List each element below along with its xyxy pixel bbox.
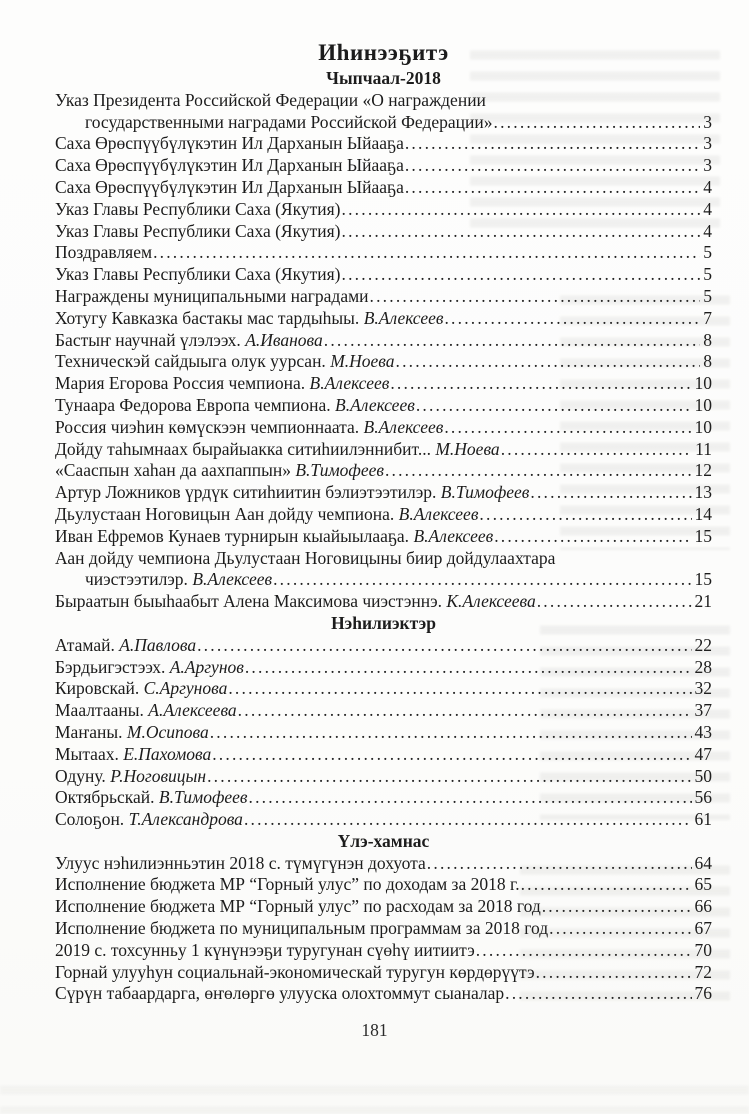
dot-leader <box>238 700 692 722</box>
toc-entry-title: Горнай улууһун социальнай-экономическай туругун көрдөрүүтэ <box>55 961 535 982</box>
toc-entry-title: Указ Главы Республики Саха (Якутия) <box>55 220 341 241</box>
toc-entry-page: 50 <box>694 765 712 786</box>
toc-entry <box>55 678 712 700</box>
toc-entry-title: Мария Егорова Россия чемпиона. В.Алексеев <box>55 373 390 394</box>
toc-entry <box>55 744 712 766</box>
toc-entry-page: 28 <box>694 656 712 677</box>
toc-entry-title: чиэстээтилэр. В.Алексеев <box>85 569 273 590</box>
dot-leader <box>479 504 691 526</box>
toc-entry-page: 43 <box>694 721 712 742</box>
toc-entry-page: 21 <box>694 591 712 612</box>
dot-leader <box>501 439 692 461</box>
toc-entry-author: К.Алексеева <box>442 591 536 612</box>
toc-entry-title: Поздравляем <box>55 242 153 263</box>
bleed-through-artifact <box>0 1080 749 1114</box>
toc-entry-page: 4 <box>703 220 712 241</box>
toc-entry-page: 5 <box>703 264 712 285</box>
dot-leader <box>390 373 691 395</box>
table-of-contents <box>55 68 712 1005</box>
toc-entry-title: 2019 с. тохсунньу 1 күнүнээҕи туругунан сүөһү иитиитэ <box>55 939 475 960</box>
toc-entry-title: Дьулустаан Ноговицын Аан дойду чемпиона. В.Алексеев <box>55 503 479 524</box>
toc-entry-page: 14 <box>694 503 712 524</box>
toc-entry-title: Техническэй сайдыыга олук уурсан. М.Ноева <box>55 351 395 372</box>
toc-entry-author: М.Ноева <box>325 351 395 372</box>
toc-entry-title: Дойду таһымнаах бырайыакка ситиһиилэннибит... М.Ноева <box>55 438 500 459</box>
dot-leader <box>494 526 691 548</box>
dot-leader <box>542 896 692 918</box>
toc-entry-title: Бастыҥ научнай үлэлээх. А.Иванова <box>55 329 323 350</box>
dot-leader <box>405 133 700 155</box>
toc-entry-author: А.Аргунов <box>165 656 244 677</box>
toc-entry-title: Награждены муниципальными наградами <box>55 285 369 306</box>
toc-entry-page: 7 <box>703 307 712 328</box>
toc-entry-title: Кировскай. С.Аргунова <box>55 678 228 699</box>
toc-entry-author: С.Аргунова <box>139 678 228 699</box>
toc-entry <box>55 482 712 504</box>
toc-entry-author: В.Алексеев <box>305 373 390 394</box>
toc-entry-title: государственными наградами Российской Федерации» <box>85 111 493 132</box>
toc-entry-title: Маалтааны. А.Алексеева <box>55 700 237 721</box>
toc-entry-author: В.Алексеев <box>409 525 494 546</box>
toc-entry-title: Хотугу Кавказка бастакы мас тардыһыы. В.Алексеев <box>55 307 444 328</box>
section-heading: Чыпчаал-2018 <box>326 68 441 88</box>
toc-entry-author: В.Тимофеев <box>290 460 384 481</box>
toc-entry-first-line: Указ Президента Российской Федерации «О награждении <box>55 89 486 110</box>
dot-leader <box>405 177 700 199</box>
toc-entry-page: 8 <box>703 351 712 372</box>
toc-entry-title: Исполнение бюджета по муниципальным программам за 2018 год <box>55 918 549 939</box>
dot-leader <box>427 853 692 875</box>
toc-entry <box>55 853 712 875</box>
toc-entry-title: «Сааспын хаһан да аахпаппын» В.Тимофеев <box>55 460 384 481</box>
toc-entry-author: А.Алексеева <box>143 700 237 721</box>
toc-entry-title: Маҥаны. М.Осипова <box>55 721 209 742</box>
page-number: 181 <box>361 1020 388 1040</box>
toc-entry-page: 56 <box>694 787 712 808</box>
toc-entry-title: Указ Главы Республики Саха (Якутия) <box>55 264 341 285</box>
dot-leader <box>396 351 701 373</box>
toc-entry-first-line: Аан дойду чемпиона Дьулустаан Ноговицыны биир дойдулаахтара <box>55 547 556 568</box>
toc-entry-page: 47 <box>694 743 712 764</box>
toc-entry-page: 4 <box>703 198 712 219</box>
section-heading: Үлэ-хамнас <box>337 830 430 851</box>
toc-entry-author: В.Алексеев <box>394 503 479 524</box>
toc-entry <box>55 177 712 199</box>
toc-entry <box>55 221 712 243</box>
toc-entry-page: 70 <box>694 939 712 960</box>
toc-entry-page: 32 <box>694 678 712 699</box>
dot-leader <box>385 460 692 482</box>
dot-leader <box>273 569 691 591</box>
toc-entry-page: 37 <box>694 700 712 721</box>
dot-leader <box>210 722 692 744</box>
toc-entry-title: Быраатын быыһаабыт Алена Максимова чиэстэннэ. К.Алексеева <box>55 591 536 612</box>
dot-leader <box>207 766 691 788</box>
page-title: Иһинээҕитэ <box>318 40 449 65</box>
toc-entry-title: Саха Өрөспүүбүлүкэтин Ил Дарханын Ыйааҕа <box>55 155 404 176</box>
toc-entry <box>55 155 712 177</box>
toc-entry <box>55 962 712 984</box>
toc-entry-page: 66 <box>694 896 712 917</box>
toc-entry <box>55 112 712 134</box>
toc-entry-page: 64 <box>694 852 712 873</box>
dot-leader <box>153 242 700 264</box>
dot-leader <box>342 221 701 243</box>
toc-entry-author: Е.Пахомова <box>118 743 212 764</box>
toc-entry-page: 12 <box>694 460 712 481</box>
toc-entry-author: Р.Ноговицын <box>105 765 207 786</box>
toc-entry <box>55 395 712 417</box>
toc-entry <box>55 373 712 395</box>
dot-leader <box>521 874 692 896</box>
toc-entry-title: Улуус нэһилиэнньэтин 2018 с. түмүгүнэн дохуота <box>55 852 426 873</box>
toc-entry <box>55 787 712 809</box>
toc-entry-page: 72 <box>694 961 712 982</box>
toc-entry <box>55 940 712 962</box>
toc-entry-page: 65 <box>694 874 712 895</box>
toc-entry <box>55 983 712 1005</box>
toc-entry-author: В.Тимофеев <box>436 482 530 503</box>
dot-leader <box>537 591 692 613</box>
toc-entry-page: 3 <box>703 111 712 132</box>
dot-leader <box>370 286 701 308</box>
dot-leader <box>530 482 691 504</box>
toc-entry-title: Саха Өрөспүүбүлүкэтин Ил Дарханын Ыйааҕа <box>55 133 404 154</box>
toc-entry <box>55 657 712 679</box>
toc-entry <box>55 460 712 482</box>
toc-entry-page: 10 <box>694 373 712 394</box>
toc-entry <box>55 700 712 722</box>
toc-entry-author: В.Алексеев <box>187 569 273 590</box>
dot-leader <box>494 112 701 134</box>
toc-entry <box>55 809 712 831</box>
toc-entry-title: Исполнение бюджета МР “Горный улус” по доходам за 2018 г. <box>55 874 520 895</box>
toc-entry-author: М.Ноева <box>430 438 500 459</box>
dot-leader <box>244 809 692 831</box>
section-heading: Нэһилиэктэр <box>331 612 436 633</box>
toc-entry-author: А.Павлова <box>114 634 197 655</box>
toc-entry-page: 15 <box>694 525 712 546</box>
dot-leader <box>476 940 692 962</box>
dot-leader <box>324 330 700 352</box>
toc-entry <box>55 569 712 591</box>
toc-entry <box>55 264 712 286</box>
toc-entry-author: В.Алексеев <box>359 307 444 328</box>
dot-leader <box>444 308 700 330</box>
toc-entry <box>55 439 712 461</box>
toc-entry <box>55 133 712 155</box>
dot-leader <box>228 678 691 700</box>
toc-entry <box>55 918 712 940</box>
toc-entry-author: Т.Александрова <box>124 809 243 830</box>
dot-leader <box>212 744 691 766</box>
toc-entry <box>55 286 712 308</box>
dot-leader <box>342 199 701 221</box>
toc-entry-page: 8 <box>703 329 712 350</box>
dot-leader <box>197 635 691 657</box>
toc-entry <box>55 308 712 330</box>
dot-leader <box>249 787 692 809</box>
dot-leader <box>245 657 692 679</box>
toc-entry-title: Солоҕон. Т.Александрова <box>55 809 243 830</box>
toc-entry-author: В.Алексеев <box>330 394 415 415</box>
toc-entry-title: Бэрдьигэстээх. А.Аргунов <box>55 656 244 677</box>
toc-entry <box>55 591 712 613</box>
toc-entry <box>55 199 712 221</box>
toc-entry-title: Октябрьскай. В.Тимофеев <box>55 787 248 808</box>
toc-entry-page: 4 <box>703 176 712 197</box>
toc-entry <box>55 635 712 657</box>
toc-entry <box>55 874 712 896</box>
toc-entry <box>55 504 712 526</box>
toc-entry <box>55 896 712 918</box>
dot-leader <box>549 918 691 940</box>
toc-entry <box>55 351 712 373</box>
dot-leader <box>505 983 691 1005</box>
toc-entry-author: В.Алексеев <box>359 416 444 437</box>
dot-leader <box>342 264 701 286</box>
toc-entry-title: Мытаах. Е.Пахомова <box>55 743 212 764</box>
toc-entry-title: Саха Өрөспүүбүлүкэтин Ил Дарханын Ыйааҕа <box>55 176 404 197</box>
toc-entry-page: 5 <box>703 285 712 306</box>
toc-entry-title: Одуну. Р.Ноговицын <box>55 765 207 786</box>
toc-entry <box>55 722 712 744</box>
toc-entry-title: Указ Главы Республики Саха (Якутия) <box>55 198 341 219</box>
toc-entry <box>55 526 712 548</box>
toc-entry-title: Атамай. А.Павлова <box>55 634 197 655</box>
toc-entry-page: 11 <box>695 438 712 459</box>
dot-leader <box>536 962 692 984</box>
toc-entry-author: М.Осипова <box>122 721 209 742</box>
toc-entry-page: 10 <box>694 416 712 437</box>
toc-entry-author: В.Тимофеев <box>154 787 248 808</box>
toc-entry-title: Артур Ложников үрдүк ситиһиитин бэлиэтээтилэр. В.Тимофеев <box>55 482 530 503</box>
toc-entry-title: Россия чиэһин көмүскээн чемпионнаата. В.Алексеев <box>55 416 444 437</box>
toc-entry <box>55 242 712 264</box>
toc-entry-page: 3 <box>703 155 712 176</box>
toc-entry-page: 15 <box>694 569 712 590</box>
toc-entry <box>55 766 712 788</box>
dot-leader <box>405 155 700 177</box>
toc-entry <box>55 330 712 352</box>
toc-entry-title: Иван Ефремов Кунаев турнирын кыайыылааҕа. В.Алексеев <box>55 525 494 546</box>
toc-entry-page: 5 <box>703 242 712 263</box>
toc-entry-author: А.Иванова <box>240 329 323 350</box>
toc-entry <box>55 417 712 439</box>
toc-entry-title: Сүрүн табаардарга, өҥөлөргө улууска олохтоммут сыаналар <box>55 983 505 1004</box>
toc-entry-page: 67 <box>694 918 712 939</box>
toc-entry-page: 10 <box>694 394 712 415</box>
toc-entry-page: 3 <box>703 133 712 154</box>
toc-entry-page: 13 <box>694 482 712 503</box>
toc-entry-title: Тунаара Федорова Европа чемпиона. В.Алексеев <box>55 394 415 415</box>
dot-leader <box>444 417 691 439</box>
toc-entry-page: 76 <box>694 983 712 1004</box>
toc-entry-page: 61 <box>694 809 712 830</box>
dot-leader <box>416 395 692 417</box>
toc-entry-page: 22 <box>694 634 712 655</box>
toc-entry-title: Исполнение бюджета МР “Горный улус” по расходам за 2018 год <box>55 896 541 917</box>
